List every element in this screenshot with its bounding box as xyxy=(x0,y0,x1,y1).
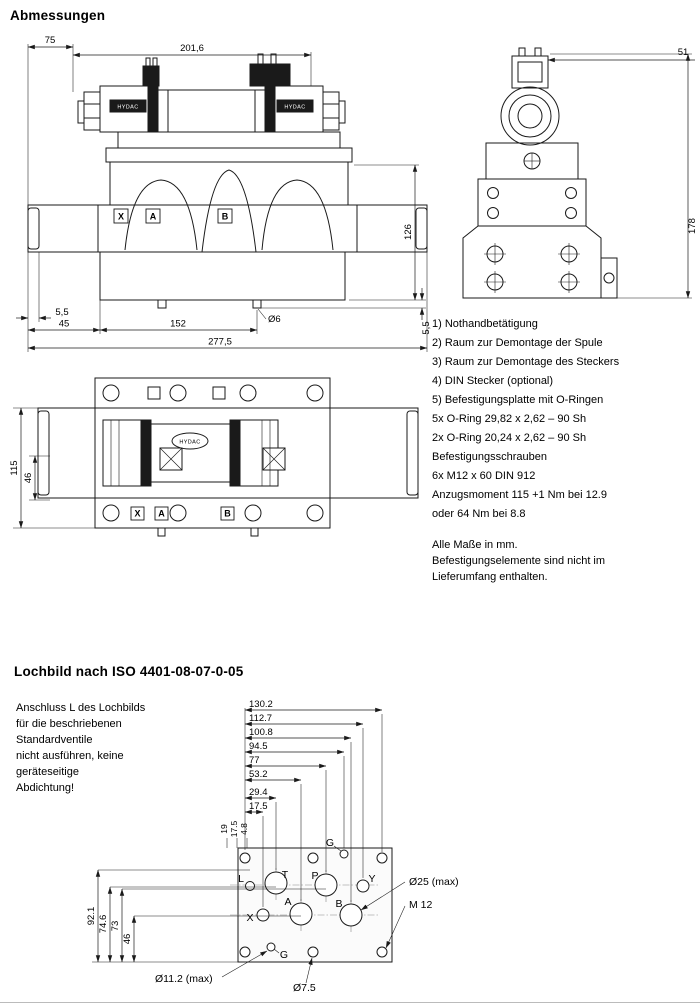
note-item-10: Anzugsmoment 115 +1 Nm bei 12.9 xyxy=(432,489,607,501)
dim-51: 51 xyxy=(677,47,689,58)
dim-77: 77 xyxy=(249,755,260,766)
port-label-a: A xyxy=(149,211,157,222)
front-port-labels xyxy=(114,209,232,223)
callout-dia11-2: Ø11.2 (max) xyxy=(155,973,213,985)
bottom-dimensions xyxy=(9,408,95,528)
dim-19: 19 xyxy=(219,824,229,834)
dim-100-8: 100.8 xyxy=(249,727,273,738)
lochbild-note-line-3: Standardventile xyxy=(16,734,93,746)
notes-list xyxy=(432,315,619,585)
dim-29-4: 29.4 xyxy=(249,787,268,798)
dim-45: 45 xyxy=(58,318,70,330)
note-item-5: 5) Befestigungsplatte mit O-Ringen xyxy=(432,394,604,406)
dim-73: 73 xyxy=(110,920,121,932)
front-dimensions xyxy=(16,35,432,352)
dim-74-6: 74.6 xyxy=(98,914,109,934)
port-g-top: G xyxy=(325,837,335,849)
dim-152: 152 xyxy=(170,318,186,330)
callout-dia25: Ø25 (max) xyxy=(409,876,459,888)
footer-line-1: Alle Maße in mm. xyxy=(432,539,518,551)
footer-line-3: Lieferumfang enthalten. xyxy=(432,571,548,583)
valve-side-outline xyxy=(463,48,617,298)
front-view-drawing xyxy=(10,32,445,362)
note-item-3: 3) Raum zur Demontage des Steckers xyxy=(432,356,620,368)
lochbild-note-line-4: nicht ausführen, keine xyxy=(16,750,124,762)
lochbild-note-line-5: geräteseitige xyxy=(16,766,79,778)
port-label-b: B xyxy=(224,508,231,519)
callout-dia7-5: Ø7.5 xyxy=(293,982,316,994)
lochbild-note-line-6: Abdichtung! xyxy=(16,782,75,794)
bottom-details xyxy=(111,420,285,486)
note-item-1: 1) Nothandbetätigung xyxy=(432,318,538,330)
dim-46: 46 xyxy=(122,933,133,945)
port-label-b: B xyxy=(221,211,229,222)
port-label-a: A xyxy=(158,508,165,519)
side-dimensions xyxy=(548,47,698,298)
port-l: L xyxy=(238,873,244,885)
port-p: P xyxy=(311,870,319,882)
port-label-x: X xyxy=(134,508,141,519)
port-a: A xyxy=(284,896,292,908)
dim-92-1: 92.1 xyxy=(86,906,97,926)
dim-178: 178 xyxy=(687,218,698,234)
dim-53-2: 53.2 xyxy=(249,769,268,780)
note-item-2: 2) Raum zur Demontage der Spule xyxy=(432,337,603,349)
side-crosshairs xyxy=(484,153,580,293)
port-b: B xyxy=(335,898,343,910)
dim-75: 75 xyxy=(44,35,56,46)
dim-5-5-left: 5,5 xyxy=(55,307,69,318)
dim-115: 115 xyxy=(9,460,20,476)
port-label-x: X xyxy=(117,211,125,222)
page-bottom-rule xyxy=(0,1002,700,1003)
dim-46: 46 xyxy=(23,472,34,484)
dim-5-5-right: 5,5 xyxy=(421,321,432,335)
brand-logo: HYDAC xyxy=(179,439,201,446)
valve-front-outline xyxy=(28,54,427,308)
brand-logo: HYDAC xyxy=(117,104,139,111)
bottom-port-labels xyxy=(131,507,234,520)
lochbild-note-line-2: für die beschriebenen xyxy=(16,718,122,730)
lochbild-note-line-1: Anschluss L des Lochbilds xyxy=(16,702,146,714)
port-x: X xyxy=(246,912,254,924)
dim-277-5: 277,5 xyxy=(208,336,232,348)
section-title-abmessungen: Abmessungen xyxy=(10,8,106,23)
dim-4-8: 4.8 xyxy=(239,823,249,835)
dim-94-5: 94.5 xyxy=(249,741,268,752)
section-title-lochbild: Lochbild nach ISO 4401-08-07-0-05 xyxy=(14,664,244,679)
note-item-4: 4) DIN Stecker (optional) xyxy=(432,375,554,387)
callout-m12: M 12 xyxy=(409,899,433,911)
note-item-11: oder 64 Nm bei 8.8 xyxy=(432,508,526,520)
port-y: Y xyxy=(368,873,376,885)
dim-130-2: 130.2 xyxy=(249,699,273,710)
note-item-9: 6x M12 x 60 DIN 912 xyxy=(432,470,536,482)
dim-17-5-small: 17.5 xyxy=(229,820,239,838)
dim-201-6: 201,6 xyxy=(180,43,204,54)
dim-dia6: Ø6 xyxy=(268,314,281,325)
notes-footer xyxy=(432,537,619,585)
dim-112-7: 112.7 xyxy=(249,713,273,724)
lochbild-drawing xyxy=(60,688,700,1008)
bottom-view-drawing xyxy=(8,368,438,628)
note-item-6: 5x O-Ring 29,82 x 2,62 – 90 Sh xyxy=(432,413,587,425)
port-t: T xyxy=(281,869,289,881)
note-item-7: 2x O-Ring 20,24 x 2,62 – 90 Sh xyxy=(432,432,587,444)
footer-line-2: Befestigungselemente sind nicht im xyxy=(432,555,606,567)
brand-logo: HYDAC xyxy=(284,104,306,111)
note-item-8: Befestigungsschrauben xyxy=(432,451,547,463)
dim-17-5: 17.5 xyxy=(249,801,268,812)
dim-126: 126 xyxy=(403,224,414,240)
side-view-drawing xyxy=(455,40,700,315)
port-g-bottom: G xyxy=(279,949,289,961)
